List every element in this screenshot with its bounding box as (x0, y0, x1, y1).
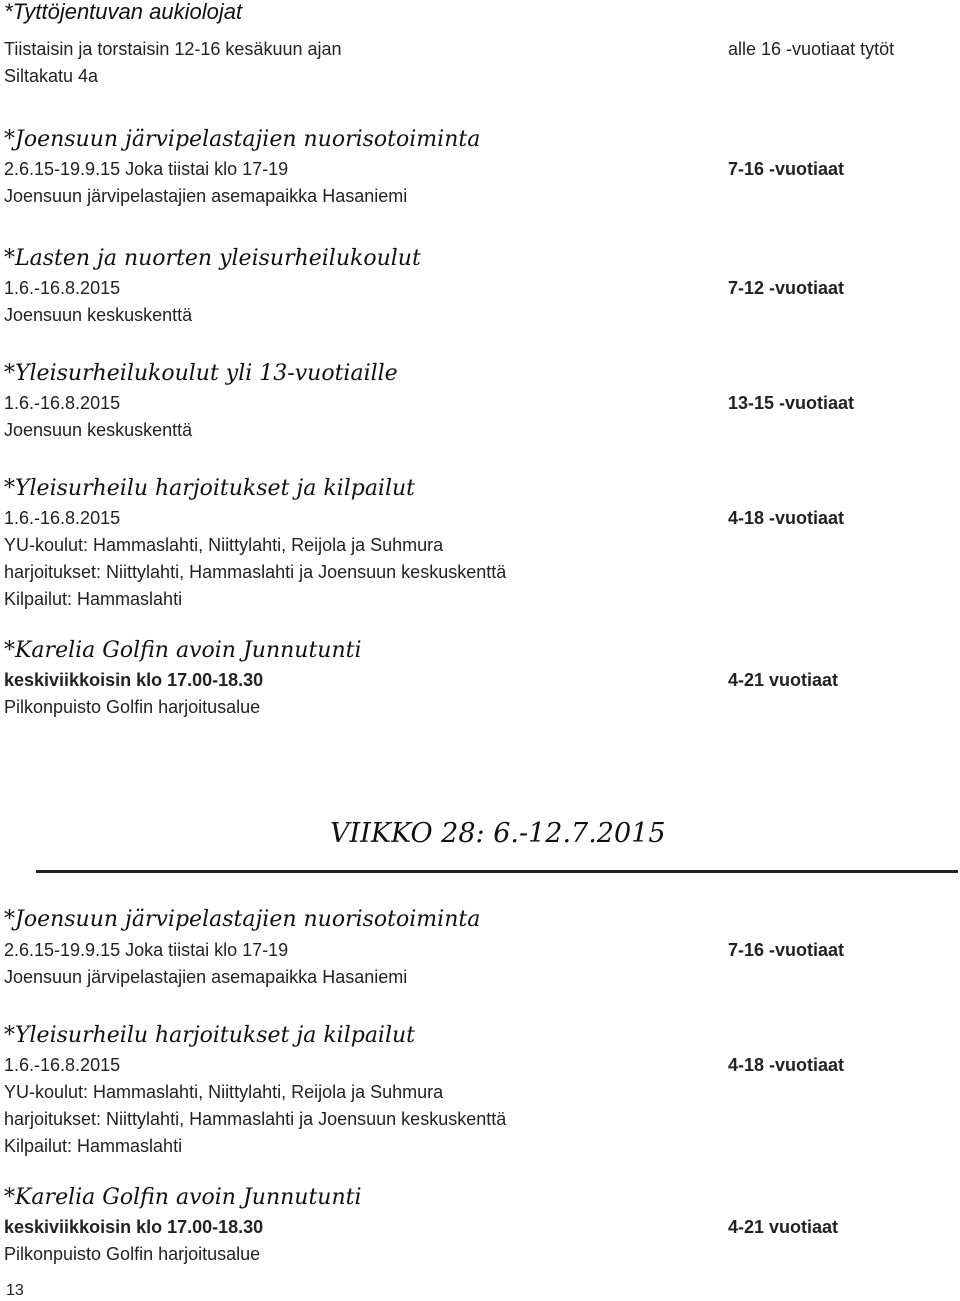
event-age-group: 4-18 -vuotiaat (728, 508, 845, 528)
event-detail: keskiviikkoisin klo 17.00-18.30 (4, 670, 264, 690)
event-detail: 1.6.-16.8.2015 (4, 1055, 121, 1075)
event-age-group: 13-15 -vuotiaat (728, 393, 855, 413)
event-age-group: 7-16 -vuotiaat (728, 159, 845, 179)
event-title: *Yleisurheilu harjoitukset ja kilpailut (4, 1023, 416, 1048)
event-detail: Pilkonpuisto Golfin harjoitusalue (4, 697, 261, 717)
event-detail: harjoitukset: Niittylahti, Hammaslahti ja Joensuun keskuskenttä (4, 562, 507, 582)
event-detail: Joensuun keskuskenttä (4, 305, 193, 325)
event-detail: Kilpailut: Hammaslahti (4, 1136, 183, 1156)
event-detail: YU-koulut: Hammaslahti, Niittylahti, Reijola ja Suhmura (4, 1082, 444, 1102)
week-heading: VIIKKO 28: 6.-12.7.2015 (330, 818, 666, 849)
event-detail: harjoitukset: Niittylahti, Hammaslahti ja Joensuun keskuskenttä (4, 1109, 507, 1129)
event-detail: 1.6.-16.8.2015 (4, 508, 121, 528)
event-age-group: 7-12 -vuotiaat (728, 278, 845, 298)
event-detail: Kilpailut: Hammaslahti (4, 589, 183, 609)
event-title: *Joensuun järvipelastajien nuorisotoiminta (4, 907, 481, 932)
event-age-group: 7-16 -vuotiaat (728, 940, 845, 960)
event-title: *Yleisurheilu harjoitukset ja kilpailut (4, 476, 416, 501)
event-detail: YU-koulut: Hammaslahti, Niittylahti, Reijola ja Suhmura (4, 535, 444, 555)
event-detail: 2.6.15-19.9.15 Joka tiistai klo 17-19 (4, 159, 289, 179)
event-age-group: 4-21 vuotiaat (728, 1217, 839, 1237)
event-age-group: alle 16 -vuotiaat tytöt (728, 39, 895, 59)
event-title: *Karelia Golfin avoin Junnutunti (4, 1185, 362, 1210)
event-title: *Tyttöjentuvan aukiolojat (4, 0, 243, 24)
event-detail: 1.6.-16.8.2015 (4, 393, 121, 413)
event-title: *Karelia Golfin avoin Junnutunti (4, 638, 362, 663)
event-detail: keskiviikkoisin klo 17.00-18.30 (4, 1217, 264, 1237)
event-title: *Joensuun järvipelastajien nuorisotoiminta (4, 127, 481, 152)
event-detail: Joensuun keskuskenttä (4, 420, 193, 440)
event-detail: Joensuun järvipelastajien asemapaikka Hasaniemi (4, 967, 408, 987)
event-detail: 2.6.15-19.9.15 Joka tiistai klo 17-19 (4, 940, 289, 960)
event-age-group: 4-21 vuotiaat (728, 670, 839, 690)
event-title: *Yleisurheilukoulut yli 13-vuotiaille (4, 361, 398, 386)
event-detail: Joensuun järvipelastajien asemapaikka Hasaniemi (4, 186, 408, 206)
event-detail: Tiistaisin ja torstaisin 12-16 kesäkuun ajan (4, 39, 342, 59)
event-detail: 1.6.-16.8.2015 (4, 278, 121, 298)
event-detail: Siltakatu 4a (4, 66, 99, 86)
page-number: 13 (6, 1282, 24, 1299)
event-detail: Pilkonpuisto Golfin harjoitusalue (4, 1244, 261, 1264)
event-title: *Lasten ja nuorten yleisurheilukoulut (4, 246, 421, 271)
heading-divider (36, 870, 958, 873)
event-age-group: 4-18 -vuotiaat (728, 1055, 845, 1075)
